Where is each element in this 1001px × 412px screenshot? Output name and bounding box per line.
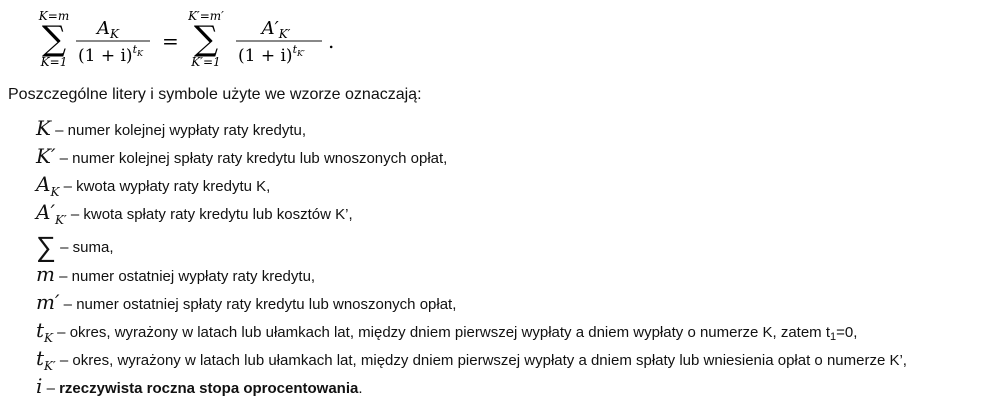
rhs-sum-top: K′=m′ (188, 9, 224, 23)
def-symbol: A′ (36, 200, 55, 224)
def-text: – suma, (55, 239, 114, 256)
def-bold-term: rzeczywista roczna stopa oprocentowania (59, 380, 359, 397)
legend-intro: Poszczególne litery i symbole użyte we wzorze oznaczają: (8, 86, 422, 103)
def-text: – kwota spłaty raty kredytu lub kosztów K’, (66, 206, 353, 223)
def-text: – numer kolejnej spłaty raty kredytu lub wnoszonych opłat, (55, 150, 448, 167)
def-symbol: i (36, 374, 43, 398)
formula-end-dot: . (328, 29, 335, 53)
def-text: – numer ostatniej wypłaty raty kredytu, (54, 268, 316, 285)
def-symbol: K (36, 116, 51, 140)
def-symbol-sub: K′ (54, 213, 67, 227)
def-A-K (36, 172, 271, 199)
def-symbol-sub: K (44, 331, 54, 345)
def-text: – numer kolejnej wypłaty raty kredytu, (50, 122, 307, 139)
def-t-K-prime (36, 346, 907, 373)
rhs-numerator: $A'_{K'}$ (261, 18, 291, 41)
def-symbol: K′ (36, 144, 56, 168)
apr-formula (32, 6, 352, 70)
lhs-numerator: $A_K$ (97, 18, 119, 41)
def-K-prime (36, 144, 447, 168)
lhs-sigma: ∑ (41, 19, 67, 59)
def-symbol: t (36, 318, 45, 342)
rhs-denominator: $(1 + i)^tK'$ (238, 43, 305, 66)
lhs-sum-bottom: K=1 (40, 55, 68, 69)
def-symbol: A (36, 172, 51, 196)
def-sum (36, 226, 114, 263)
def-tail: =0, (836, 324, 858, 341)
def-tail-sub: 1 (830, 331, 837, 343)
lhs-denominator: $(1 + i)^tK$ (78, 43, 143, 66)
def-symbol-sub: K′ (44, 359, 56, 373)
def-text: – numer ostatniej spłaty raty kredytu lub wnoszonych opłat, (59, 296, 457, 313)
rhs-sigma: ∑ (193, 19, 219, 59)
def-m-prime (36, 290, 456, 314)
def-tail: . (358, 380, 363, 397)
def-A-prime (36, 200, 353, 227)
def-symbol: t (36, 346, 45, 370)
def-symbol: ∑ (36, 230, 56, 263)
def-text: – kwota wypłaty raty kredytu K, (59, 178, 271, 195)
equals-sign: = (162, 29, 179, 53)
def-i (36, 374, 363, 398)
def-m (36, 262, 315, 286)
rhs-sum-bottom: K′=1 (191, 55, 221, 69)
lhs-sum-top: K=m (38, 9, 70, 23)
def-text: – (42, 380, 60, 397)
def-text: – okres, wyrażony w latach lub ułamkach lat, między dniem pierwszej wypłaty a dniem spłaty lub wniesienia opłat o numerze K’, (55, 352, 907, 369)
def-K (36, 116, 306, 140)
def-symbol: m (36, 262, 55, 286)
def-symbol: m′ (36, 290, 60, 314)
def-symbol-sub: K (50, 185, 60, 199)
def-t-K (36, 318, 858, 345)
def-text: – okres, wyrażony w latach lub ułamkach lat, między dniem pierwszej wypłaty a dniem wypłaty o numerze K, zatem t (53, 324, 830, 341)
